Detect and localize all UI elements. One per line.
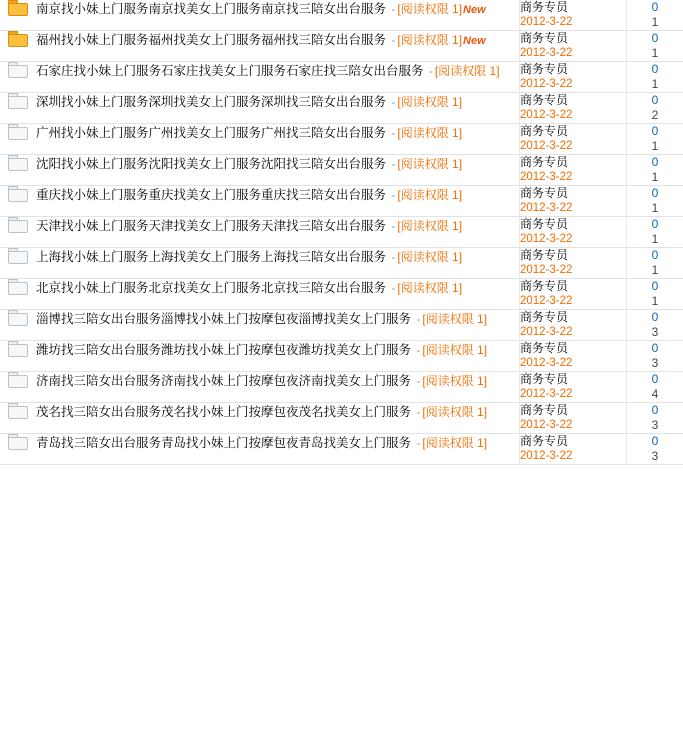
reply-count: 0	[651, 62, 659, 76]
thread-date: 2012-3-22	[520, 78, 573, 90]
thread-date: 2012-3-22	[520, 109, 573, 121]
view-count: 1	[651, 201, 659, 215]
stats-cell	[627, 403, 683, 434]
table-row	[0, 124, 683, 155]
author-link[interactable]: 商务专员	[520, 341, 569, 355]
read-permission-label: [阅读权限 1]	[397, 95, 463, 109]
author-cell	[520, 62, 627, 93]
title-separator: -	[416, 374, 421, 388]
author-link[interactable]: 商务专员	[520, 248, 569, 262]
thread-date: 2012-3-22	[520, 357, 573, 369]
thread-title-link[interactable]: 上海找小妹上门服务上海找美女上门服务上海找三陪女出台服务	[36, 250, 387, 264]
thread-title-cell	[36, 124, 520, 155]
view-count: 1	[651, 77, 659, 91]
view-count: 4	[651, 387, 659, 401]
title-separator: -	[391, 95, 396, 109]
stats-cell	[627, 186, 683, 217]
folder-read-icon	[8, 403, 28, 419]
thread-title-link[interactable]: 淄博找三陪女出台服务淄博找小妹上门按摩包夜淄博找美女上门服务	[36, 312, 412, 326]
thread-title-cell	[36, 341, 520, 372]
read-permission-label: [阅读权限 1]	[434, 64, 500, 78]
folder-read-icon	[8, 279, 28, 295]
thread-title-cell	[36, 403, 520, 434]
title-separator: -	[428, 64, 433, 78]
title-separator: -	[391, 126, 396, 140]
author-link[interactable]: 商务专员	[520, 93, 569, 107]
read-permission-label: [阅读权限 1]	[422, 436, 488, 450]
title-separator: -	[416, 312, 421, 326]
reply-count: 0	[651, 186, 659, 200]
folder-read-icon	[8, 248, 28, 264]
stats-cell	[627, 93, 683, 124]
table-row	[0, 434, 683, 465]
read-permission-label: [阅读权限 1]	[397, 157, 463, 171]
author-cell	[520, 372, 627, 403]
thread-icon-cell	[0, 186, 36, 217]
thread-title-cell	[36, 279, 520, 310]
author-cell	[520, 248, 627, 279]
title-separator: -	[391, 157, 396, 171]
thread-title-link[interactable]: 潍坊找三陪女出台服务潍坊找小妹上门按摩包夜潍坊找美女上门服务	[36, 343, 412, 357]
thread-title-cell	[36, 310, 520, 341]
folder-read-icon	[8, 155, 28, 171]
table-row	[0, 403, 683, 434]
view-count: 1	[651, 263, 659, 277]
thread-icon-cell	[0, 62, 36, 93]
reply-count: 0	[651, 279, 659, 293]
author-cell	[520, 310, 627, 341]
folder-new-icon	[8, 0, 28, 16]
table-row	[0, 248, 683, 279]
view-count: 1	[651, 170, 659, 184]
thread-icon-cell	[0, 341, 36, 372]
thread-title-cell	[36, 186, 520, 217]
author-link[interactable]: 商务专员	[520, 31, 569, 45]
read-permission-label: [阅读权限 1]	[397, 250, 463, 264]
thread-date: 2012-3-22	[520, 233, 573, 245]
thread-title-link[interactable]: 青岛找三陪女出台服务青岛找小妹上门按摩包夜青岛找美女上门服务	[36, 436, 412, 450]
thread-date: 2012-3-22	[520, 16, 573, 28]
folder-read-icon	[8, 310, 28, 326]
table-row	[0, 341, 683, 372]
folder-read-icon	[8, 93, 28, 109]
folder-read-icon	[8, 217, 28, 233]
stats-cell	[627, 31, 683, 62]
reply-count: 0	[651, 31, 659, 45]
author-cell	[520, 93, 627, 124]
author-link[interactable]: 商务专员	[520, 279, 569, 293]
thread-title-cell	[36, 217, 520, 248]
thread-date: 2012-3-22	[520, 264, 573, 276]
thread-icon-cell	[0, 31, 36, 62]
author-cell	[520, 124, 627, 155]
reply-count: 0	[651, 403, 659, 417]
author-link[interactable]: 商务专员	[520, 186, 569, 200]
author-cell	[520, 31, 627, 62]
folder-read-icon	[8, 124, 28, 140]
view-count: 3	[651, 356, 659, 370]
table-row	[0, 310, 683, 341]
thread-title-link[interactable]: 福州找小妹上门服务福州找美女上门服务福州找三陪女出台服务	[36, 33, 387, 47]
view-count: 1	[651, 232, 659, 246]
reply-count: 0	[651, 0, 659, 14]
author-link[interactable]: 商务专员	[520, 372, 569, 386]
author-link[interactable]: 商务专员	[520, 62, 569, 76]
read-permission-label: [阅读权限 1]	[397, 281, 463, 295]
thread-title-cell	[36, 0, 520, 31]
reply-count: 0	[651, 341, 659, 355]
read-permission-label: [阅读权限 1]	[397, 188, 463, 202]
thread-icon-cell	[0, 372, 36, 403]
title-separator: -	[391, 281, 396, 295]
thread-date: 2012-3-22	[520, 202, 573, 214]
stats-cell	[627, 341, 683, 372]
thread-title-link[interactable]: 天津找小妹上门服务天津找美女上门服务天津找三陪女出台服务	[36, 219, 387, 233]
reply-count: 0	[651, 248, 659, 262]
thread-date: 2012-3-22	[520, 295, 573, 307]
table-row	[0, 0, 683, 31]
view-count: 1	[651, 46, 659, 60]
author-link[interactable]: 商务专员	[520, 434, 569, 448]
table-row	[0, 217, 683, 248]
thread-title-cell	[36, 434, 520, 465]
title-separator: -	[391, 2, 396, 16]
stats-cell	[627, 155, 683, 186]
table-row	[0, 279, 683, 310]
read-permission-label: [阅读权限 1]	[422, 312, 488, 326]
thread-title-link[interactable]: 深圳找小妹上门服务深圳找美女上门服务深圳找三陪女出台服务	[36, 95, 387, 109]
author-cell	[520, 434, 627, 465]
stats-cell	[627, 279, 683, 310]
author-cell	[520, 341, 627, 372]
folder-read-icon	[8, 341, 28, 357]
stats-cell	[627, 62, 683, 93]
thread-icon-cell	[0, 403, 36, 434]
view-count: 1	[651, 294, 659, 308]
reply-count: 0	[651, 310, 659, 324]
read-permission-label: [阅读权限 1]	[397, 33, 463, 47]
view-count: 3	[651, 418, 659, 432]
thread-title-link[interactable]: 广州找小妹上门服务广州找美女上门服务广州找三陪女出台服务	[36, 126, 387, 140]
title-separator: -	[391, 188, 396, 202]
thread-date: 2012-3-22	[520, 326, 573, 338]
title-separator: -	[391, 219, 396, 233]
view-count: 1	[651, 139, 659, 153]
read-permission-label: [阅读权限 1]	[422, 405, 488, 419]
thread-title-cell	[36, 31, 520, 62]
thread-icon-cell	[0, 155, 36, 186]
reply-count: 0	[651, 124, 659, 138]
title-separator: -	[416, 343, 421, 357]
thread-icon-cell	[0, 93, 36, 124]
reply-count: 0	[651, 155, 659, 169]
table-row	[0, 186, 683, 217]
reply-count: 0	[651, 434, 659, 448]
read-permission-label: [阅读权限 1]	[422, 374, 488, 388]
folder-read-icon	[8, 62, 28, 78]
stats-cell	[627, 0, 683, 31]
author-cell	[520, 217, 627, 248]
thread-title-cell	[36, 93, 520, 124]
thread-title-link[interactable]: 沈阳找小妹上门服务沈阳找美女上门服务沈阳找三陪女出台服务	[36, 157, 387, 171]
thread-date: 2012-3-22	[520, 450, 573, 462]
thread-date: 2012-3-22	[520, 47, 573, 59]
thread-title-link[interactable]: 重庆找小妹上门服务重庆找美女上门服务重庆找三陪女出台服务	[36, 188, 387, 202]
view-count: 1	[651, 15, 659, 29]
thread-icon-cell	[0, 0, 36, 31]
thread-title-link[interactable]: 济南找三陪女出台服务济南找小妹上门按摩包夜济南找美女上门服务	[36, 374, 412, 388]
read-permission-label: [阅读权限 1]	[422, 343, 488, 357]
table-row	[0, 93, 683, 124]
thread-icon-cell	[0, 279, 36, 310]
read-permission-label: [阅读权限 1]	[397, 126, 463, 140]
thread-icon-cell	[0, 248, 36, 279]
thread-date: 2012-3-22	[520, 171, 573, 183]
thread-title-cell	[36, 248, 520, 279]
folder-read-icon	[8, 186, 28, 202]
thread-date: 2012-3-22	[520, 388, 573, 400]
author-link[interactable]: 商务专员	[520, 124, 569, 138]
author-cell	[520, 186, 627, 217]
author-cell	[520, 155, 627, 186]
author-link[interactable]: 商务专员	[520, 403, 569, 417]
thread-title-link[interactable]: 南京找小妹上门服务南京找美女上门服务南京找三陪女出台服务	[36, 2, 387, 16]
thread-date: 2012-3-22	[520, 140, 573, 152]
stats-cell	[627, 310, 683, 341]
stats-cell	[627, 372, 683, 403]
folder-read-icon	[8, 372, 28, 388]
new-badge: New	[463, 4, 486, 16]
view-count: 2	[651, 108, 659, 122]
stats-cell	[627, 248, 683, 279]
reply-count: 0	[651, 93, 659, 107]
author-cell	[520, 403, 627, 434]
thread-icon-cell	[0, 217, 36, 248]
stats-cell	[627, 124, 683, 155]
folder-read-icon	[8, 434, 28, 450]
table-row	[0, 155, 683, 186]
author-link[interactable]: 商务专员	[520, 155, 569, 169]
view-count: 3	[651, 325, 659, 339]
thread-title-link[interactable]: 茂名找三陪女出台服务茂名找小妹上门按摩包夜茂名找美女上门服务	[36, 405, 412, 419]
thread-icon-cell	[0, 124, 36, 155]
reply-count: 0	[651, 217, 659, 231]
thread-title-link[interactable]: 北京找小妹上门服务北京找美女上门服务北京找三陪女出台服务	[36, 281, 387, 295]
view-count: 3	[651, 449, 659, 463]
reply-count: 0	[651, 372, 659, 386]
author-link[interactable]: 商务专员	[520, 0, 569, 14]
stats-cell	[627, 217, 683, 248]
stats-cell	[627, 434, 683, 465]
thread-icon-cell	[0, 310, 36, 341]
title-separator: -	[391, 33, 396, 47]
author-link[interactable]: 商务专员	[520, 217, 569, 231]
title-separator: -	[416, 405, 421, 419]
author-cell	[520, 0, 627, 31]
read-permission-label: [阅读权限 1]	[397, 219, 463, 233]
new-badge: New	[463, 35, 486, 47]
title-separator: -	[416, 436, 421, 450]
title-separator: -	[391, 250, 396, 264]
thread-title-cell	[36, 372, 520, 403]
thread-icon-cell	[0, 434, 36, 465]
author-cell	[520, 279, 627, 310]
table-row	[0, 31, 683, 62]
thread-date: 2012-3-22	[520, 419, 573, 431]
folder-new-icon	[8, 31, 28, 47]
author-link[interactable]: 商务专员	[520, 310, 569, 324]
thread-title-cell	[36, 155, 520, 186]
table-row	[0, 372, 683, 403]
thread-title-link[interactable]: 石家庄找小妹上门服务石家庄找美女上门服务石家庄找三陪女出台服务	[36, 64, 424, 78]
thread-title-cell	[36, 62, 520, 93]
table-row	[0, 62, 683, 93]
read-permission-label: [阅读权限 1]	[397, 2, 463, 16]
